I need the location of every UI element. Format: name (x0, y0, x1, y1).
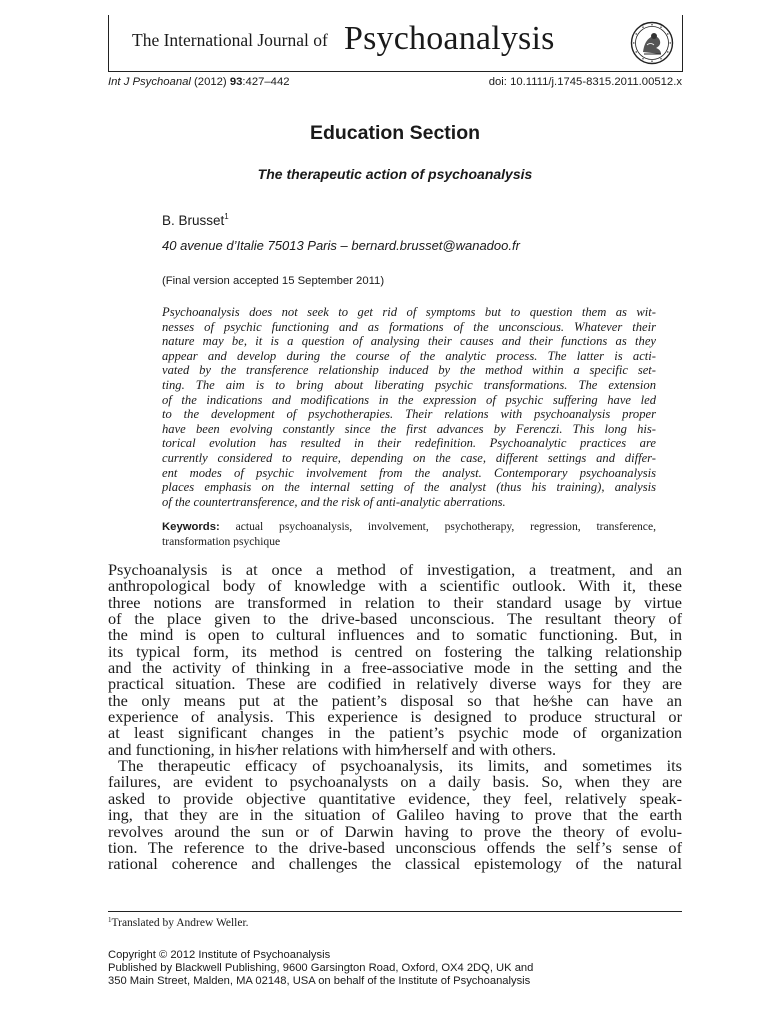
body-line: failures, are evident to psychoanalysts on a daily basis. So, when they are (108, 772, 682, 792)
abstract-line: Psychoanalysis does not seek to get rid of symptoms but to question them as wit- (162, 305, 656, 319)
footnote-mark: 1 (108, 916, 112, 924)
body-line: and the activity of thinking in a free-associative mode in the setting and the (108, 658, 682, 678)
abstract-line: nature may be, it is a question of analysing their causes and their functions as they (162, 334, 656, 349)
body-line: its typical form, its method is centred on fostering the talking relationship (108, 641, 682, 661)
abstract-line: torical evolution has resulted in their redefinition. Psychoanalytic practices are (162, 436, 656, 451)
section-heading: Education Section (309, 122, 481, 144)
keywords (162, 520, 656, 549)
author-footnote-mark: 1 (224, 212, 229, 221)
body-line: of the place given to the drive-based unconscious. The resultant theory of (108, 609, 682, 629)
footnote-text: Translated by Andrew Weller. (111, 917, 249, 929)
doi-link[interactable]: doi: 10.1111/j.1745-8315.2011.00512.x (488, 76, 682, 88)
body-line: and functioning, in his⁄her relations with him⁄herself and with others. (108, 739, 557, 759)
citation-volume: 93 (229, 76, 243, 88)
publisher-line: Published by Blackwell Publishing, 9600 Garsington Road, Oxford, OX4 2DQ, UK and (108, 962, 534, 974)
copyright-line: Copyright © 2012 Institute of Psychoanalysis (108, 949, 331, 961)
body-line: experience of analysis. This experience is designed to produce structural or (108, 707, 682, 727)
copyright-block (108, 949, 533, 988)
footnote-divider (108, 911, 682, 912)
body-line: The therapeutic efficacy of psychoanalysis, its limits, and sometimes its (118, 756, 682, 776)
body-text (108, 562, 682, 873)
author-affiliation[interactable]: 40 avenue d’Italie 75013 Paris – bernard.brusset@wanadoo.fr (162, 238, 520, 253)
body-line: practical situation. These are codified in relatively diverse ways for they are (108, 674, 682, 694)
footnote (108, 917, 249, 929)
article-title: The therapeutic action of psychoanalysis (257, 166, 533, 182)
author-name-text: B. Brusset (162, 213, 225, 228)
body-line: tion. The reference to the drive-based unconscious offends the self’s sense of (108, 837, 682, 857)
citation-line (108, 76, 290, 88)
abstract-line: to the development of psychotherapies. Their relations with psychoanalysis proper (162, 407, 656, 422)
author-name (162, 213, 229, 228)
abstract-line: currently considered to require, depending on the case, different settings and differ- (162, 450, 656, 465)
abstract-line: have been evolving constantly since the first advances by Ferenczi. This long his- (162, 421, 656, 436)
keywords-line-2: transformation psychique (162, 534, 281, 548)
body-line: anthropological body of knowledge with a scientific outlook. With it, these (108, 576, 682, 596)
accepted-note: (Final version accepted 15 September 2011) (162, 275, 385, 287)
journal-name: Psychoanalysis (344, 20, 555, 57)
journal-name-prefix: The International Journal of (132, 30, 328, 50)
abstract-line: ting. The aim is to bring about liberating psychic transformations. The extension (162, 377, 656, 392)
journal-seal-icon (630, 21, 674, 65)
journal-abbrev: Int J Psychoanal (108, 76, 191, 88)
keywords-label: Keywords: (162, 521, 220, 533)
abstract-line: vated by the transference relationship induced by the method within a specific set- (162, 363, 656, 378)
keywords-line (162, 520, 656, 535)
keywords-list: actual psychoanalysis, involvement, psychotherapy, regression, transference, (235, 520, 656, 533)
abstract-line: nesses of psychic functioning and as formations of the unconscious. Whatever their (162, 319, 656, 334)
body-line: revolves around the sun or of Darwin having to prove the theory of evolu- (108, 821, 682, 841)
abstract (162, 305, 656, 509)
body-line: at least significant changes in the patient’s psychic mode of organization (108, 723, 682, 743)
abstract-line: appear and develop during the course of the analytic process. The latter is acti- (162, 348, 656, 363)
body-line: three notions are transformed in relation to their standard usage by virtue (108, 592, 682, 612)
body-line: Psychoanalysis is at once a method of investigation, a treatment, and an (108, 560, 682, 579)
abstract-line: places emphasis on the internal setting of the analyst (thus his training), analysis (162, 480, 656, 495)
body-line: rational coherence and challenges the classical epistemology of the natural (108, 854, 682, 874)
abstract-line: ent modes of psychic involvement from the analyst. Contemporary psychoanalysis (162, 465, 656, 480)
citation-year: (2012) (194, 76, 227, 88)
body-line: asked to provide objective quantitative evidence, they feel, relatively speak- (108, 788, 682, 808)
body-line: the mind is open to cultural influences and to somatic functioning. But, in (108, 625, 682, 645)
citation-pages: :427–442 (242, 76, 290, 88)
publisher-address-line: 350 Main Street, Malden, MA 02148, USA on behalf of the Institute of Psychoanalysis (108, 975, 531, 987)
abstract-line: of the countertransference, and the risk of anti-analytic aberrations. (162, 494, 506, 509)
body-line: ing, that they are in the situation of Galileo having to prove that the earth (108, 805, 682, 825)
abstract-line: of the indications and modifications in the expression of psychic suffering have led (162, 392, 656, 407)
body-line: the only means put at the patient’s disposal so that he⁄she can have an (108, 690, 682, 710)
